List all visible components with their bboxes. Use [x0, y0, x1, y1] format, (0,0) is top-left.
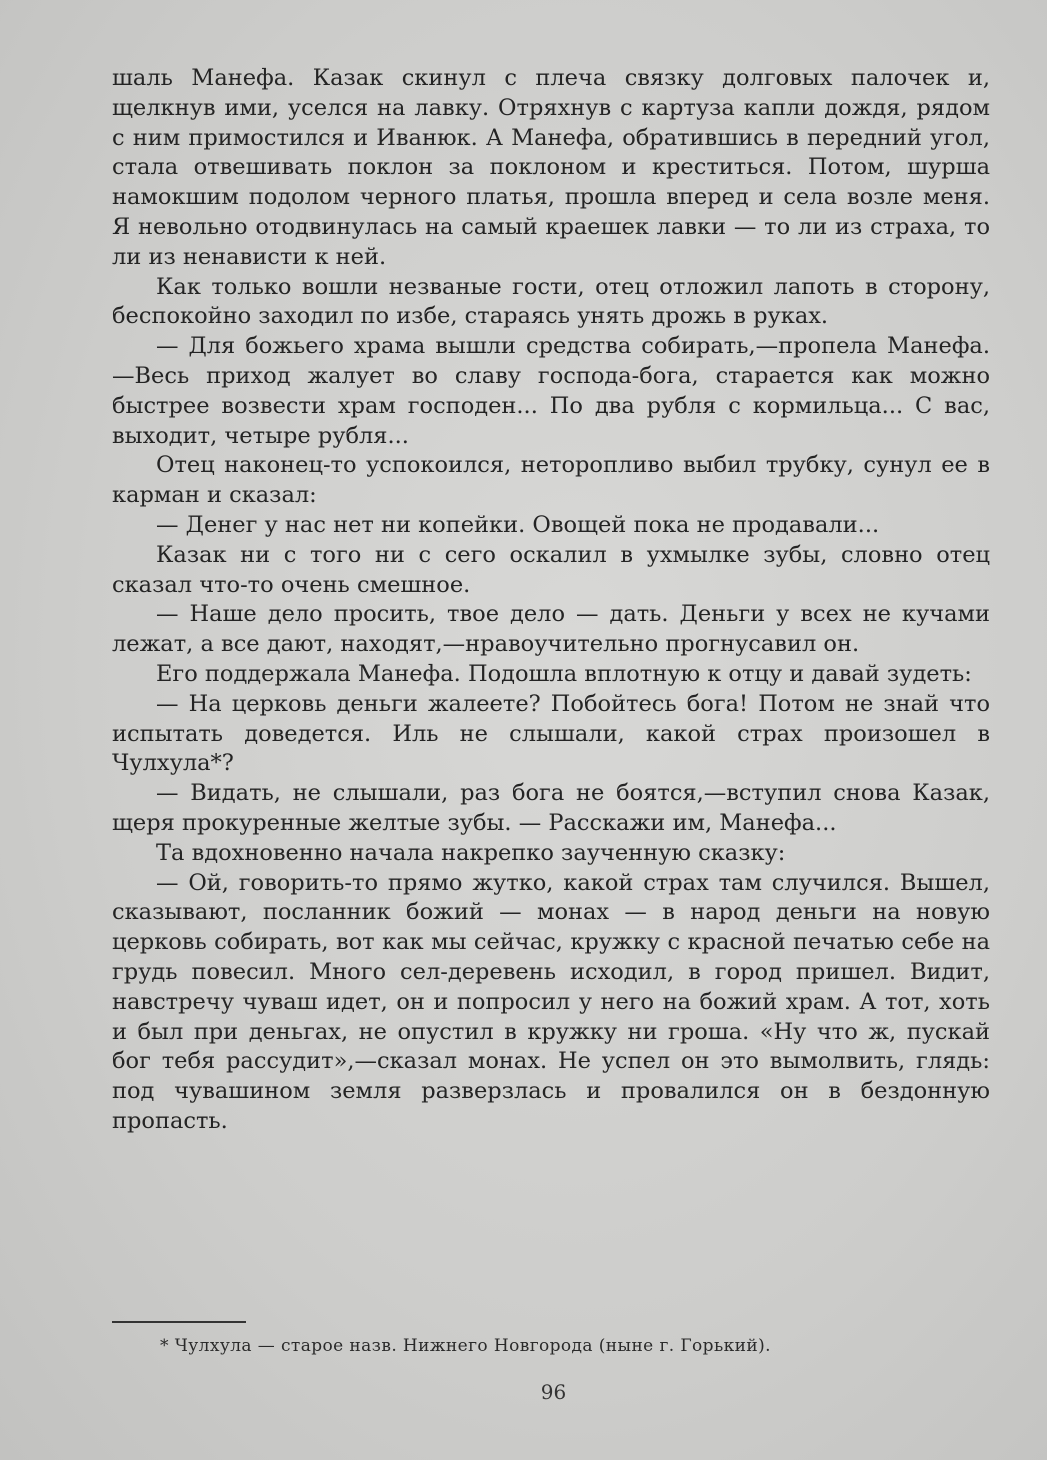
paragraph: Как только вошли незваные гости, отец отложил лапоть в сторону, беспокойно заходил по избе, стараясь унять дрожь в руках.	[112, 273, 990, 330]
main-text	[112, 64, 990, 1137]
paragraph: Отец наконец-то успокоился, неторопливо выбил трубку, сунул ее в карман и сказал:	[112, 452, 990, 509]
footnote-divider	[112, 1321, 246, 1323]
paragraph: Его поддержала Манефа. Подошла вплотную к отцу и давай зудеть:	[156, 660, 972, 687]
page-number: 96	[540, 1380, 567, 1404]
paragraph: — Видать, не слышали, раз бога не боятся,—вступил снова Казак, щеря прокуренные желтые зубы. — Расскажи им, Манефа...	[112, 780, 990, 836]
paragraph: — Денег у нас нет ни копейки. Овощей пока не продавали...	[156, 511, 880, 538]
paragraph: — Для божьего храма вышли средства собирать,—пропела Манефа.—Весь приход жалует во славу господа-бога, старается как можно быстрее возвести храм господен... По два рубля с кормильца... С вас, выходит, четыре рубля...	[112, 333, 990, 449]
paragraph: — Наше дело просить, твое дело — дать. Деньги у всех не кучами лежат, а все дают, находят,—нравоучительно прогнусавил он.	[112, 601, 990, 658]
paragraph: — Ой, говорить-то прямо жутко, какой страх там случился. Вышел, сказывают, посланник божий — монах — в народ деньги на новую церковь собирать, вот как мы сейчас, кружку с красной печатью себе на грудь повесил. Много сел-деревень исходил, в город пришел. Видит, навстречу чуваш идет, он и попросил у него на божий храм. А тот, хоть и был при деньгах, не опустил в кружку ни гроша. «Ну что ж, пускай бог тебя рассудит»,—сказал монах. Не успел он это вымолвить, глядь: под чувашином земля разверзлась и провалился он в бездонную пропасть.	[112, 869, 990, 1134]
paragraph: — На церковь деньги жалеете? Побойтесь бога! Потом не знай что испытать доведется. Иль не слышали, какой страх произошел в Чулхула*?	[112, 690, 990, 777]
paragraph: Та вдохновенно начала накрепко заученную сказку:	[156, 839, 786, 866]
paragraph: шаль Манефа. Казак скинул с плеча связку долговых палочек и, щелкнув ими, уселся на лавку. Отряхнув с картуза капли дождя, рядом с ним примостился и Иванюк. А Манефа, обратившись в передний угол, стала отвешивать поклон за поклоном и креститься. Потом, шурша намокшим подолом черного платья, прошла вперед и села возле меня. Я невольно отодвинулась на самый краешек лавки — то ли из страха, то ли из ненависти к ней.	[112, 65, 990, 270]
footnote: * Чулхула — старое назв. Нижнего Новгорода (ныне г. Горький).	[160, 1336, 771, 1356]
paragraph: Казак ни с того ни с сего оскалил в ухмылке зубы, словно отец сказал что-то очень смешное.	[112, 541, 990, 598]
